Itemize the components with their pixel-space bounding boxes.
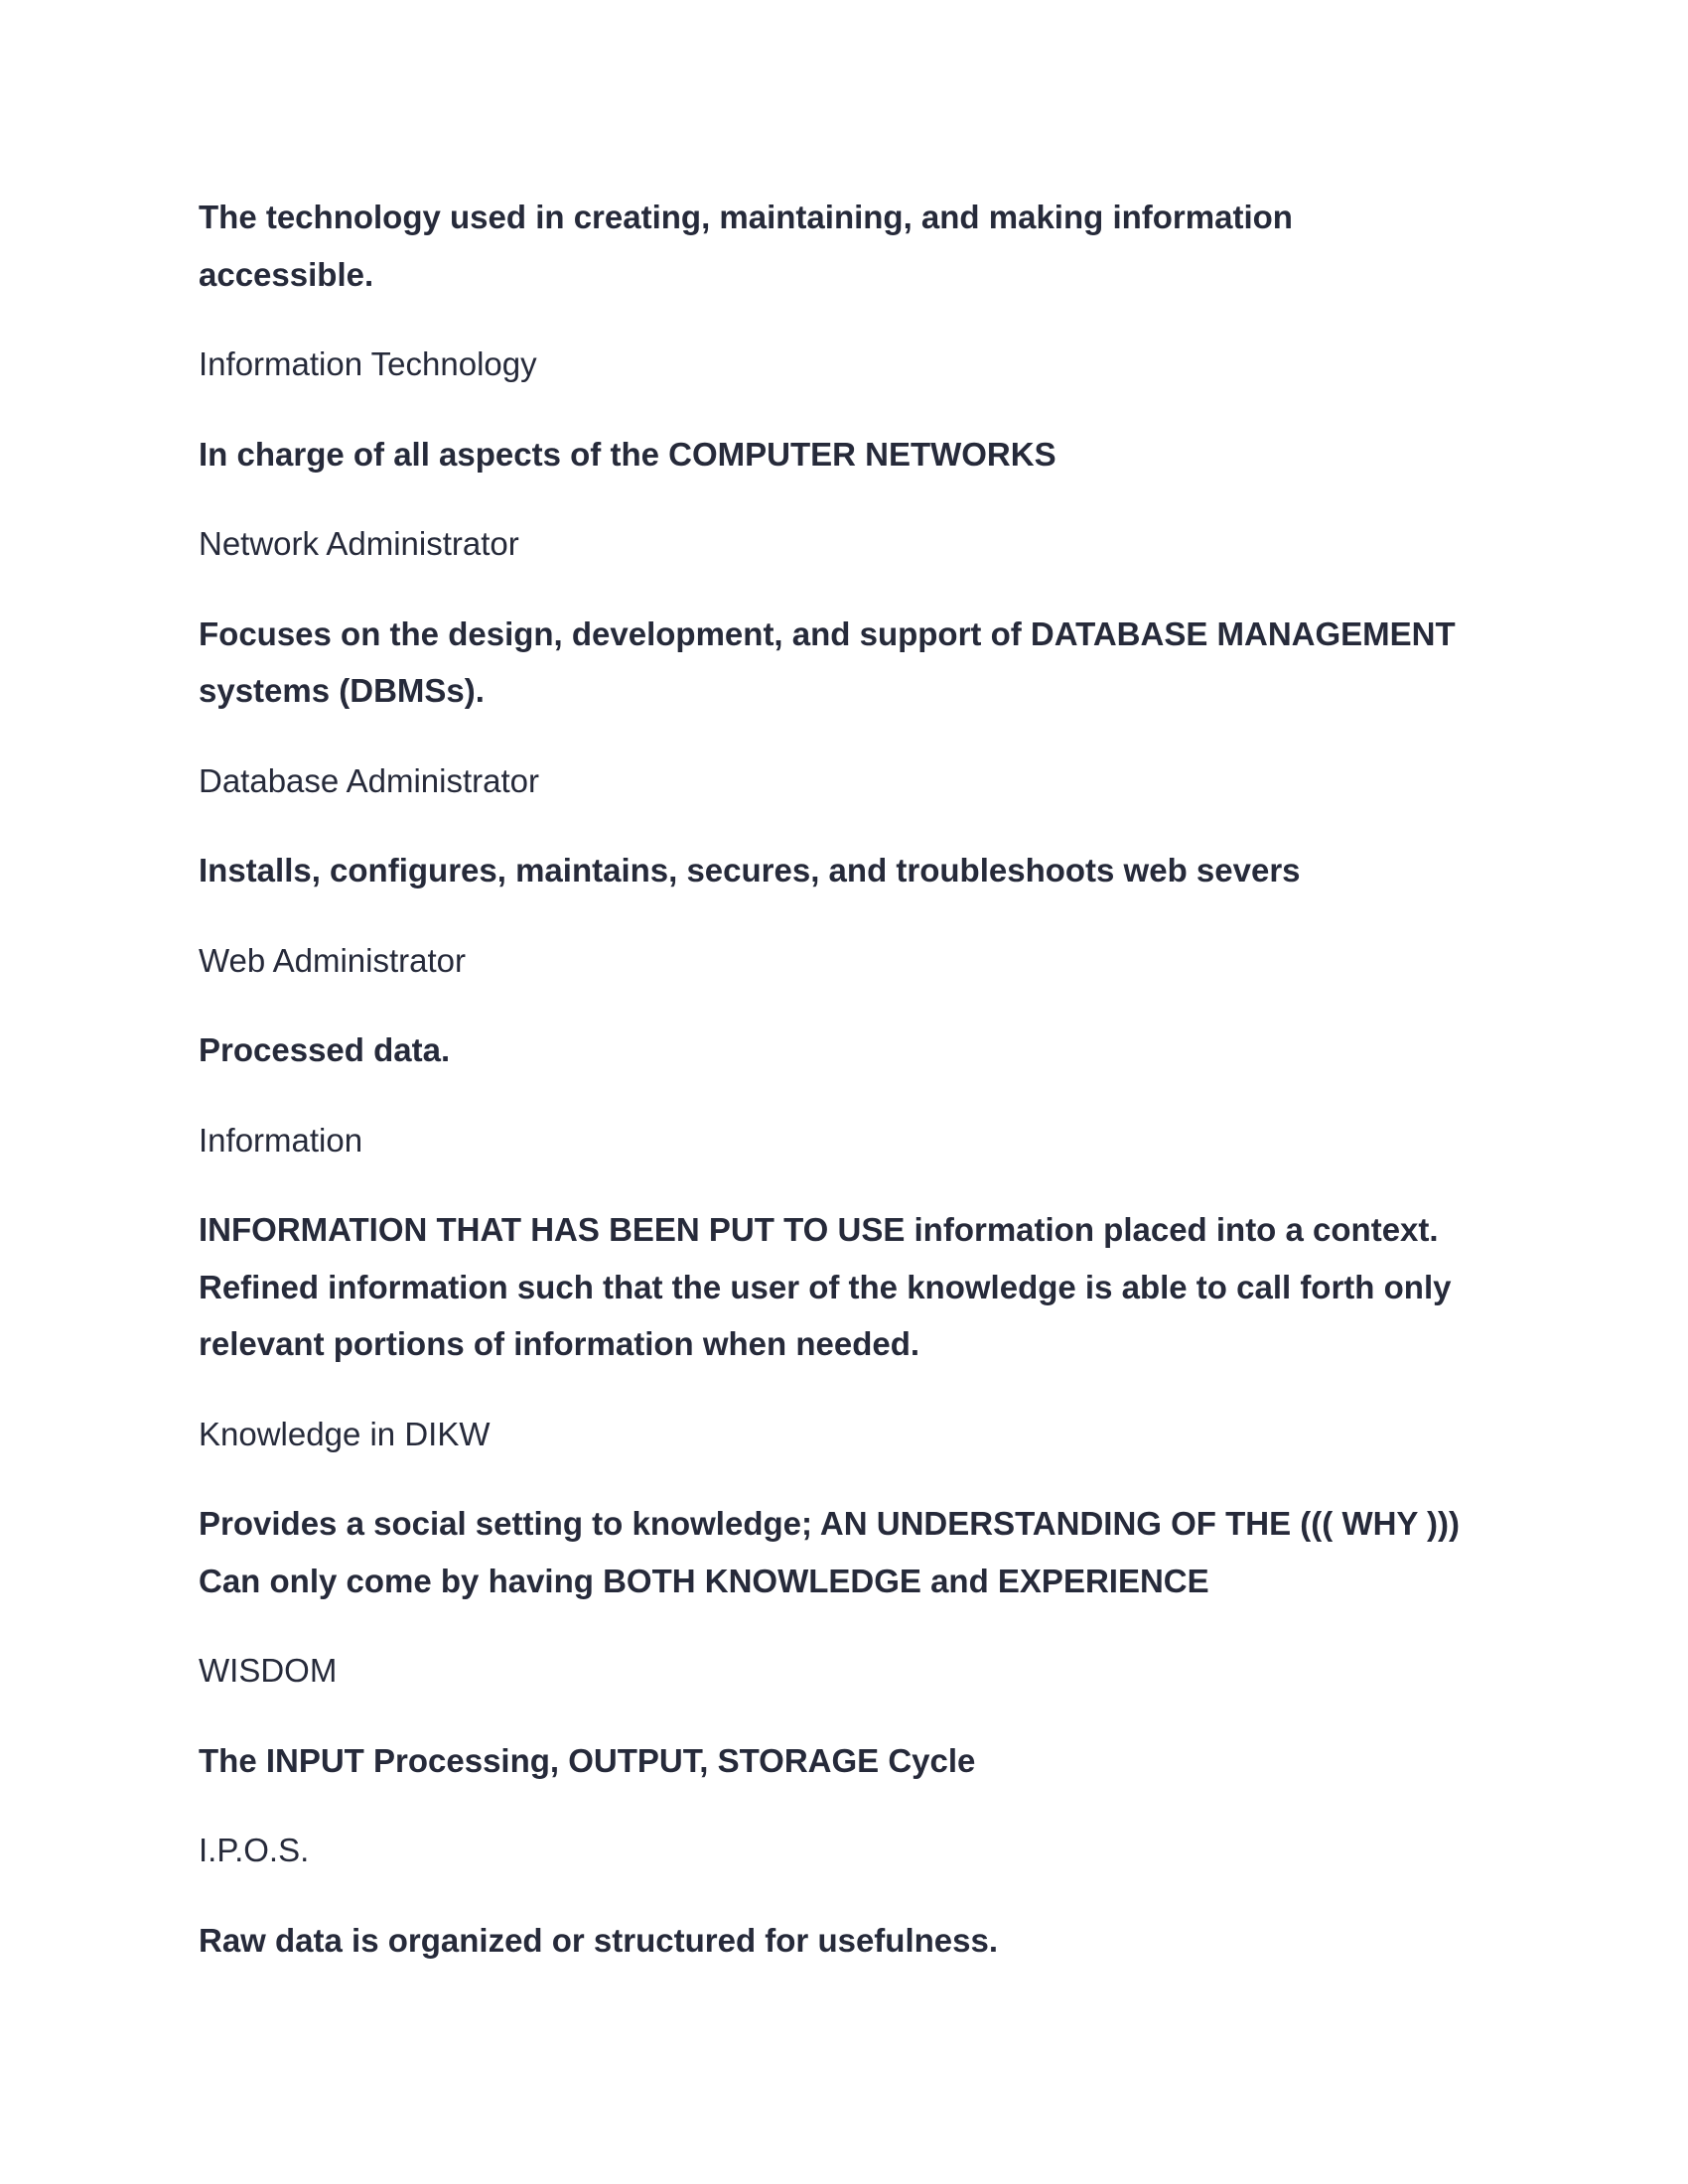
card-5 [199,1022,1489,1201]
card-6 [199,1201,1489,1495]
question-line: Processed data. [199,1031,451,1068]
question-line: The INPUT Processing, OUTPUT, STORAGE Cycle [199,1741,976,1779]
card-answer: Information [199,1121,363,1159]
card-9 [199,1912,1489,1970]
question-line: Can only come by having BOTH KNOWLEDGE and EXPERIENCE [199,1562,1209,1599]
question-line: INFORMATION THAT HAS BEEN PUT TO USE information placed into a context. [199,1211,1439,1248]
card-8 [199,1732,1489,1912]
card-question [199,842,1489,899]
question-line: The technology used in creating, maintaining, and making information [199,199,1293,235]
card-question [199,426,1489,483]
card-question [199,1022,1489,1079]
question-line: systems (DBMSs). [199,672,485,709]
card-question [199,606,1489,720]
card-answer: Information Technology [199,345,537,382]
question-line: Installs, configures, maintains, secures, and troubleshoots web severs [199,852,1301,888]
question-line: Refined information such that the user of the knowledge is able to call forth only [199,1268,1452,1305]
question-line: Raw data is organized or structured for usefulness. [199,1921,999,1959]
card-question [199,1912,1489,1970]
card-4 [199,842,1489,1022]
card-question [199,1201,1489,1373]
question-line: Provides a social setting to knowledge; AN UNDERSTANDING OF THE ((( WHY ))) [199,1505,1460,1542]
question-line: In charge of all aspects of the COMPUTER NETWORKS [199,435,1056,473]
card-question [199,1732,1489,1790]
card-answer: Web Administrator [199,941,466,979]
card-answer: Network Administrator [199,525,519,562]
card-answer: Database Administrator [199,761,540,799]
question-line: relevant portions of information when needed. [199,1325,920,1362]
card-3 [199,606,1489,843]
card-answer: WISDOM [199,1652,338,1689]
card-answer: I.P.O.S. [199,1832,310,1868]
card-1 [199,189,1489,426]
question-line: accessible. [199,255,374,293]
document-page [199,189,1489,1969]
card-answer: Knowledge in DIKW [199,1415,491,1452]
card-question [199,1495,1489,1609]
card-7 [199,1495,1489,1732]
card-question [199,189,1489,303]
card-2 [199,426,1489,606]
question-line: Focuses on the design, development, and support of DATABASE MANAGEMENT [199,614,1456,652]
